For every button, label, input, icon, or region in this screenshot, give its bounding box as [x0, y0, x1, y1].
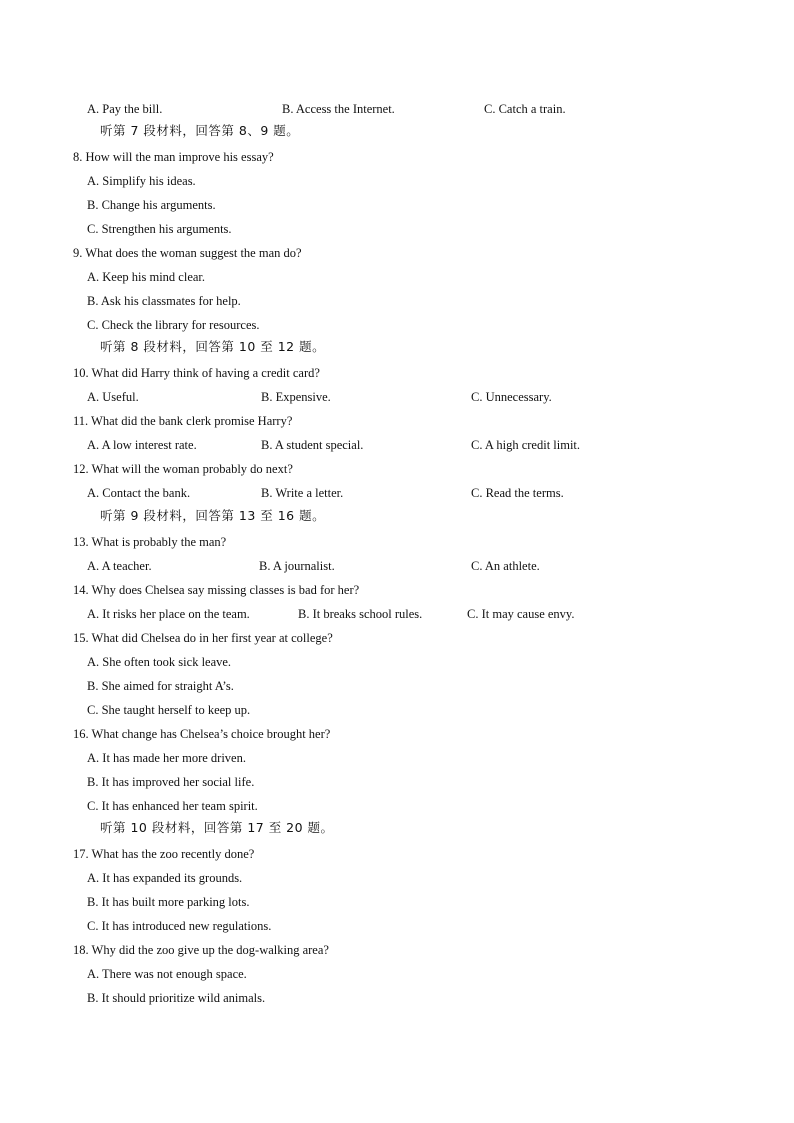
q16-option-c: C. It has enhanced her team spirit.	[87, 799, 258, 813]
q15-option-a: A. She often took sick leave.	[87, 655, 232, 669]
q9-option-b-line	[0, 291, 794, 311]
q9-option-a-line	[0, 267, 794, 287]
q9-option-c-line	[0, 315, 794, 335]
q12-option-a: A. Contact the bank.	[87, 486, 191, 500]
q13-text: 13. What is probably the man?	[73, 535, 227, 549]
q9-option-c: C. Check the library for resources.	[87, 318, 260, 332]
q13-option-c: C. An athlete.	[471, 559, 540, 573]
q18-text: 18. Why did the zoo give up the dog-walking area?	[73, 943, 329, 957]
q8-option-b: B. Change his arguments.	[87, 198, 216, 212]
q15-option-a-line	[0, 652, 794, 672]
q11-question	[0, 411, 794, 431]
q12-option-c: C. Read the terms.	[471, 486, 564, 500]
q7-option-c: C. Catch a train.	[484, 102, 566, 116]
q15-option-b: B. She aimed for straight A’s.	[87, 679, 234, 693]
q17-question	[0, 844, 794, 864]
q7-option-b: B. Access the Internet.	[282, 102, 395, 116]
q7-option-a: A. Pay the bill.	[87, 102, 163, 116]
q11-text: 11. What did the bank clerk promise Harry?	[73, 414, 293, 428]
q14-option-a: A. It risks her place on the team.	[87, 607, 250, 621]
q18-option-b: B. It should prioritize wild animals.	[87, 991, 266, 1005]
q10-option-b: B. Expensive.	[261, 390, 331, 404]
q15-option-c-line	[0, 700, 794, 720]
q10-text: 10. What did Harry think of having a credit card?	[73, 366, 320, 380]
q17-option-c: C. It has introduced new regulations.	[87, 919, 272, 933]
q12-options	[0, 483, 794, 503]
q17-option-b: B. It has built more parking lots.	[87, 895, 250, 909]
q16-option-b: B. It has improved her social life.	[87, 775, 255, 789]
q17-option-b-line	[0, 892, 794, 912]
q16-question	[0, 724, 794, 744]
q10-question	[0, 363, 794, 383]
q16-option-c-line	[0, 796, 794, 816]
section-7-text: 听第 7 段材料，回答第 8、9 题。	[100, 123, 300, 138]
q18-question	[0, 940, 794, 960]
q10-option-a: A. Useful.	[87, 390, 139, 404]
q8-text: 8. How will the man improve his essay?	[73, 150, 274, 164]
q7-options	[0, 99, 794, 119]
q8-option-a-line	[0, 171, 794, 191]
q17-option-a: A. It has expanded its grounds.	[87, 871, 243, 885]
q13-option-b: B. A journalist.	[259, 559, 335, 573]
q8-option-b-line	[0, 195, 794, 215]
q15-text: 15. What did Chelsea do in her first year at college?	[73, 631, 333, 645]
section-8-text: 听第 8 段材料，回答第 10 至 12 题。	[100, 339, 326, 354]
q10-option-c: C. Unnecessary.	[471, 390, 552, 404]
q15-option-c: C. She taught herself to keep up.	[87, 703, 251, 717]
q11-option-a: A. A low interest rate.	[87, 438, 197, 452]
q12-question	[0, 459, 794, 479]
q14-options	[0, 604, 794, 624]
q8-question	[0, 147, 794, 167]
q8-option-c-line	[0, 219, 794, 239]
section-7-instruction	[0, 121, 794, 141]
q9-question	[0, 243, 794, 263]
q16-text: 16. What change has Chelsea’s choice brought her?	[73, 727, 331, 741]
q18-option-b-line	[0, 988, 794, 1008]
q11-options	[0, 435, 794, 455]
section-10-text: 听第 10 段材料，回答第 17 至 20 题。	[100, 820, 334, 835]
q15-question	[0, 628, 794, 648]
q17-option-c-line	[0, 916, 794, 936]
q13-option-a: A. A teacher.	[87, 559, 152, 573]
q16-option-a: A. It has made her more driven.	[87, 751, 246, 765]
q9-option-b: B. Ask his classmates for help.	[87, 294, 241, 308]
q17-option-a-line	[0, 868, 794, 888]
q14-option-c: C. It may cause envy.	[467, 607, 575, 621]
q18-option-a-line	[0, 964, 794, 984]
q9-text: 9. What does the woman suggest the man do?	[73, 246, 302, 260]
q11-option-c: C. A high credit limit.	[471, 438, 581, 452]
section-10-instruction	[0, 818, 794, 838]
q15-option-b-line	[0, 676, 794, 696]
q14-question	[0, 580, 794, 600]
section-9-instruction	[0, 506, 794, 526]
q8-option-c: C. Strengthen his arguments.	[87, 222, 232, 236]
section-9-text: 听第 9 段材料，回答第 13 至 16 题。	[100, 508, 326, 523]
q8-option-a: A. Simplify his ideas.	[87, 174, 196, 188]
q16-option-b-line	[0, 772, 794, 792]
q13-question	[0, 532, 794, 552]
q14-option-b: B. It breaks school rules.	[298, 607, 423, 621]
q10-options	[0, 387, 794, 407]
q11-option-b: B. A student special.	[261, 438, 364, 452]
q18-option-a: A. There was not enough space.	[87, 967, 247, 981]
q9-option-a: A. Keep his mind clear.	[87, 270, 206, 284]
q13-options	[0, 556, 794, 576]
q12-text: 12. What will the woman probably do next?	[73, 462, 293, 476]
section-8-instruction	[0, 337, 794, 357]
q17-text: 17. What has the zoo recently done?	[73, 847, 255, 861]
q14-text: 14. Why does Chelsea say missing classes is bad for her?	[73, 583, 360, 597]
q12-option-b: B. Write a letter.	[261, 486, 344, 500]
q16-option-a-line	[0, 748, 794, 768]
